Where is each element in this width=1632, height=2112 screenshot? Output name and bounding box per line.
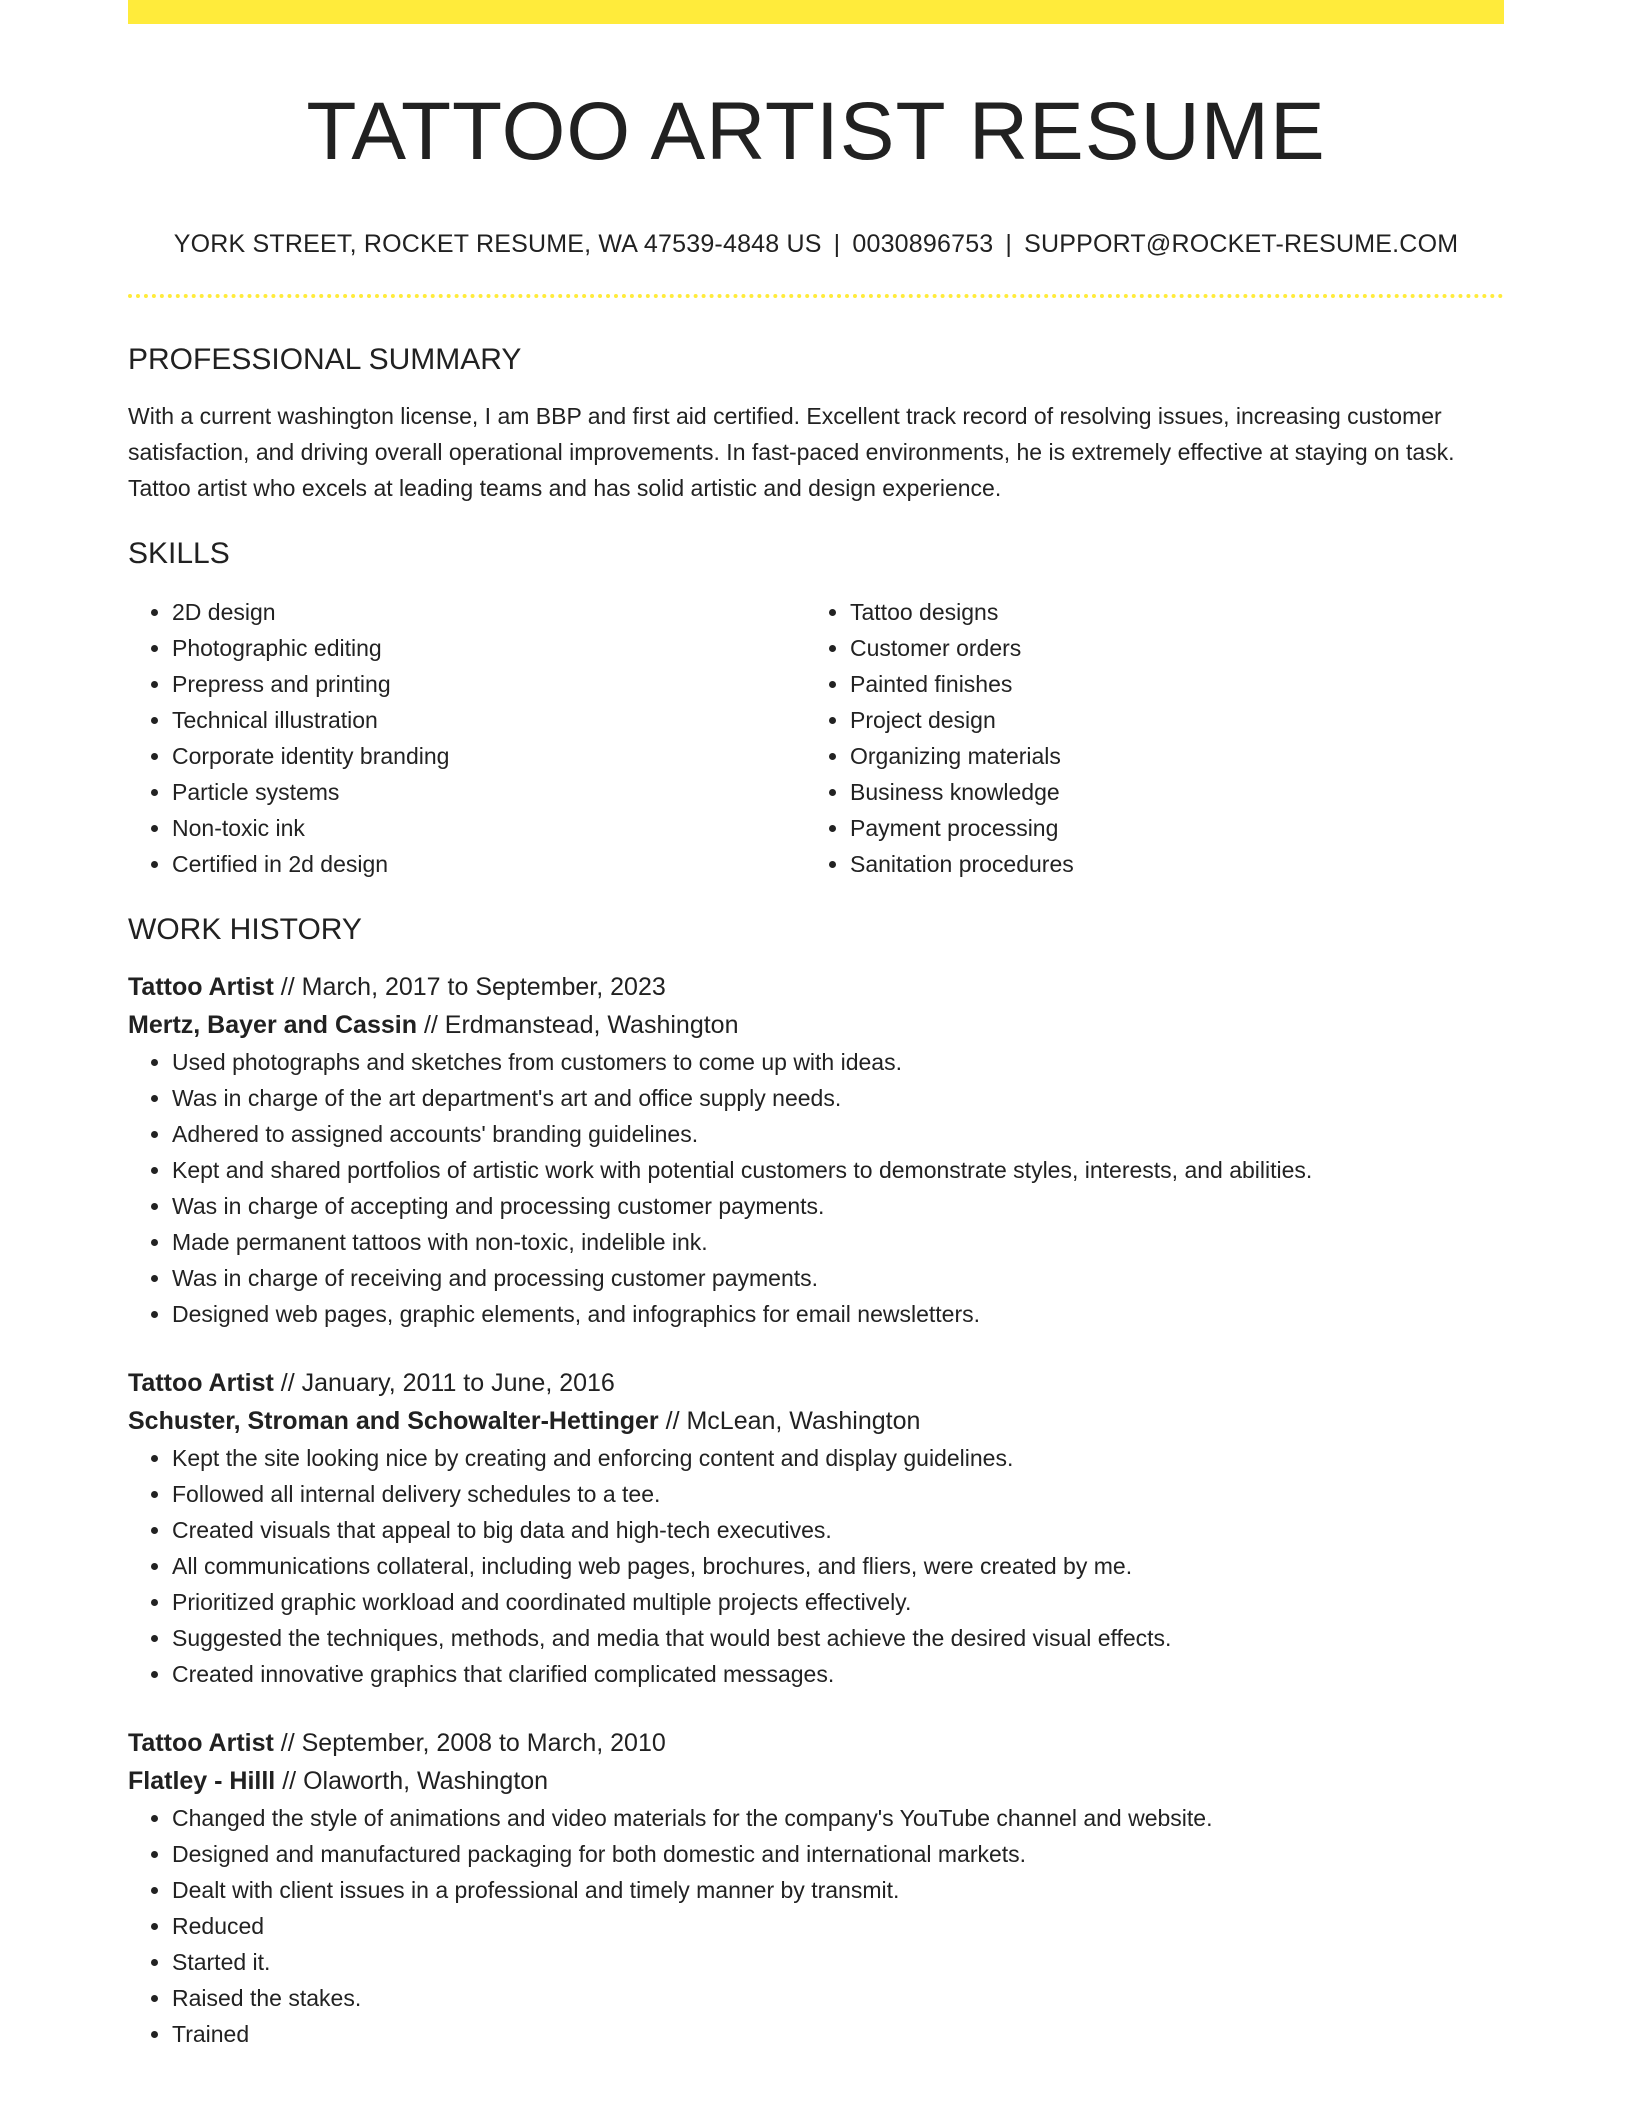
- skill-item: • Technical illustration: [172, 702, 806, 738]
- skill-item: • 2D design: [172, 594, 806, 630]
- job-separator: //: [658, 1407, 687, 1435]
- skills-list-right: [806, 594, 1484, 882]
- skill-item: • Tattoo designs: [850, 594, 1484, 630]
- header-divider: [128, 294, 1504, 298]
- job-bullet: • Created innovative graphics that clarified complicated messages.: [172, 1656, 1504, 1692]
- skills-column-right: [806, 594, 1484, 882]
- job-bullet-list: [128, 1440, 1504, 1692]
- job-company-line: [128, 1006, 1504, 1044]
- job-separator: //: [273, 1729, 302, 1757]
- job-company: Flatley - Hilll: [128, 1767, 276, 1795]
- skills-heading: SKILLS: [128, 537, 230, 570]
- job-bullet: • All communications collateral, including web pages, brochures, and fliers, were created by me.: [172, 1548, 1504, 1584]
- skills-grid: [128, 594, 1504, 882]
- job-bullet: • Was in charge of accepting and processing customer payments.: [172, 1188, 1504, 1224]
- job-title-line: [128, 1724, 1504, 1762]
- contact-phone: 0030896753: [852, 230, 994, 258]
- job-dates: September, 2008 to March, 2010: [301, 1729, 666, 1757]
- job-company-line: [128, 1402, 1504, 1440]
- job-bullet: • Created visuals that appeal to big data and high-tech executives.: [172, 1512, 1504, 1548]
- contact-line: [128, 228, 1504, 260]
- job-company: Schuster, Stroman and Schowalter-Hettinger: [128, 1407, 659, 1435]
- job-dates: March, 2017 to September, 2023: [301, 973, 666, 1001]
- job-title: Tattoo Artist: [128, 973, 274, 1001]
- job-location: Erdmanstead, Washington: [444, 1011, 739, 1039]
- job-separator: //: [275, 1767, 304, 1795]
- skill-item: • Business knowledge: [850, 774, 1484, 810]
- job-bullet: • Used photographs and sketches from customers to come up with ideas.: [172, 1044, 1504, 1080]
- skill-item: • Corporate identity branding: [172, 738, 806, 774]
- skill-item: • Photographic editing: [172, 630, 806, 666]
- job-separator: //: [273, 1369, 302, 1397]
- skill-item: • Project design: [850, 702, 1484, 738]
- contact-separator: |: [833, 230, 841, 258]
- skills-list-left: [128, 594, 806, 882]
- job-bullet: • Was in charge of receiving and processing customer payments.: [172, 1260, 1504, 1296]
- job-bullet: • Prioritized graphic workload and coordinated multiple projects effectively.: [172, 1584, 1504, 1620]
- skill-item: • Certified in 2d design: [172, 846, 806, 882]
- job-entry: [128, 1724, 1504, 2052]
- top-accent-bar: [128, 0, 1504, 24]
- contact-separator: |: [1005, 230, 1013, 258]
- skill-item: • Particle systems: [172, 774, 806, 810]
- skill-item: • Customer orders: [850, 630, 1484, 666]
- job-entry: [128, 1364, 1504, 1692]
- job-title: Tattoo Artist: [128, 1369, 274, 1397]
- resume-title: TATTOO ARTIST RESUME: [306, 86, 1326, 177]
- resume-content: [128, 0, 1504, 2052]
- job-bullet: • Suggested the techniques, methods, and media that would best achieve the desired visual effects.: [172, 1620, 1504, 1656]
- job-title-line: [128, 1364, 1504, 1402]
- skill-item: • Non-toxic ink: [172, 810, 806, 846]
- job-location: Olaworth, Washington: [303, 1767, 549, 1795]
- job-bullet: • Followed all internal delivery schedules to a tee.: [172, 1476, 1504, 1512]
- job-bullet: • Dealt with client issues in a professional and timely manner by transmit.: [172, 1872, 1504, 1908]
- skill-item: • Organizing materials: [850, 738, 1484, 774]
- job-separator: //: [273, 973, 302, 1001]
- contact-email: SUPPORT@ROCKET-RESUME.COM: [1024, 230, 1459, 258]
- job-entry: [128, 968, 1504, 1332]
- job-bullet: • Changed the style of animations and video materials for the company's YouTube channel and website.: [172, 1800, 1504, 1836]
- job-location: McLean, Washington: [686, 1407, 921, 1435]
- skill-item: • Sanitation procedures: [850, 846, 1484, 882]
- work-history-heading: WORK HISTORY: [128, 913, 362, 946]
- job-bullet-list: [128, 1800, 1504, 2052]
- job-bullet: • Adhered to assigned accounts' branding guidelines.: [172, 1116, 1504, 1152]
- job-bullet: • Kept and shared portfolios of artistic work with potential customers to demonstrate styles, interests, and abilities.: [172, 1152, 1504, 1188]
- summary-heading: PROFESSIONAL SUMMARY: [128, 343, 522, 376]
- job-bullet: • Kept the site looking nice by creating and enforcing content and display guidelines.: [172, 1440, 1504, 1476]
- contact-address: YORK STREET, ROCKET RESUME, WA 47539-4848 US: [173, 230, 822, 258]
- job-dates: January, 2011 to June, 2016: [301, 1369, 615, 1397]
- skill-item: • Painted finishes: [850, 666, 1484, 702]
- job-company-line: [128, 1762, 1504, 1800]
- job-bullet: • Designed and manufactured packaging for both domestic and international markets.: [172, 1836, 1504, 1872]
- job-bullet: • Trained: [172, 2016, 1504, 2052]
- job-company: Mertz, Bayer and Cassin: [128, 1011, 417, 1039]
- job-bullet: • Made permanent tattoos with non-toxic, indelible ink.: [172, 1224, 1504, 1260]
- job-bullet-list: [128, 1044, 1504, 1332]
- skill-item: • Payment processing: [850, 810, 1484, 846]
- job-title-line: [128, 968, 1504, 1006]
- skills-column-left: [128, 594, 806, 882]
- skill-item: • Prepress and printing: [172, 666, 806, 702]
- job-separator: //: [417, 1011, 445, 1039]
- job-bullet: • Designed web pages, graphic elements, and infographics for email newsletters.: [172, 1296, 1504, 1332]
- work-history-list: [128, 968, 1504, 2052]
- summary-text: With a current washington license, I am BBP and first aid certified. Excellent track record of resolving issues, increasing customer satisfaction, and driving overall operational improvements. In fast-paced environments, he is extremely effective at staying on task. Tattoo artist who excels at leading teams and has solid artistic and design experience.: [128, 403, 1455, 501]
- job-bullet: • Was in charge of the art department's art and office supply needs.: [172, 1080, 1504, 1116]
- job-title: Tattoo Artist: [128, 1729, 274, 1757]
- job-bullet: • Raised the stakes.: [172, 1980, 1504, 2016]
- job-bullet: • Reduced: [172, 1908, 1504, 1944]
- job-bullet: • Started it.: [172, 1944, 1504, 1980]
